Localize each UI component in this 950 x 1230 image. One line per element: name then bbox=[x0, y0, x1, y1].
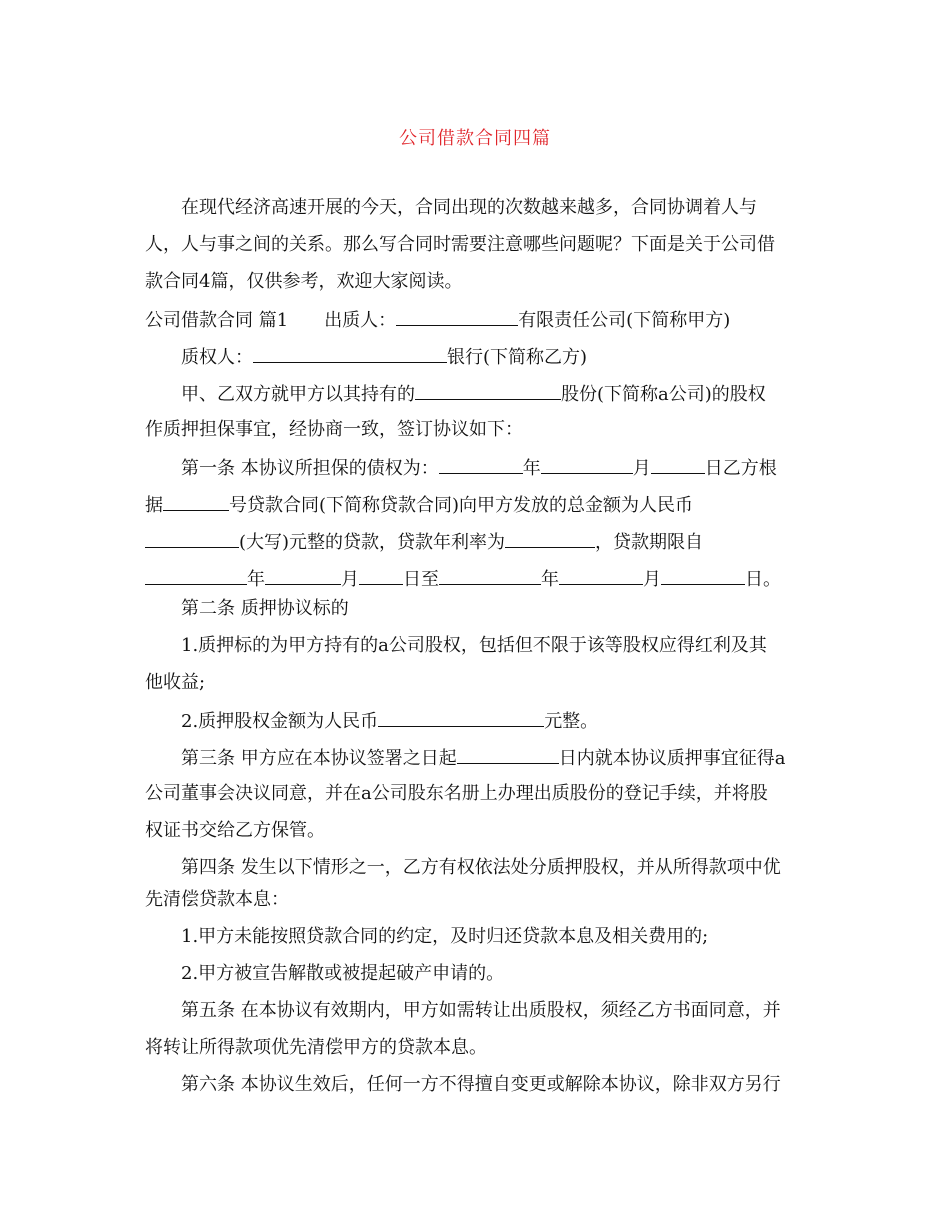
article2-item1-line-2: 他收益; bbox=[145, 672, 206, 693]
contract-heading: 公司借款合同 篇1 bbox=[145, 310, 289, 331]
blank-field bbox=[415, 381, 561, 400]
blank-field bbox=[145, 529, 239, 548]
article6-line-1: 第六条 本协议生效后，任何一方不得擅自变更或解除本协议，除非双方另行 bbox=[181, 1074, 781, 1095]
article3-line-2: 公司董事会决议同意，并在a公司股东名册上办理出质股份的登记手续，并将股 bbox=[145, 783, 768, 804]
pledgee-suffix: 银行(下简称乙方) bbox=[447, 347, 588, 368]
para1-line-2: 作质押担保事宜，经协商一致，签订协议如下： bbox=[145, 419, 523, 440]
blank-field bbox=[396, 307, 518, 326]
blank-field bbox=[457, 745, 559, 764]
blank-field bbox=[265, 566, 341, 585]
article4-line-2: 先清偿贷款本息： bbox=[145, 889, 289, 910]
blank-field bbox=[163, 492, 229, 511]
article4-item2: 2.甲方被宣告解散或被提起破产申请的。 bbox=[181, 963, 505, 984]
para1-line-1 bbox=[181, 381, 861, 407]
text-span: 据 bbox=[145, 495, 163, 516]
blank-field bbox=[439, 566, 541, 585]
blank-field bbox=[505, 529, 595, 548]
text-span: 号贷款合同(下简称贷款合同)向甲方发放的总金额为人民币 bbox=[229, 495, 694, 516]
article5-line-2: 将转让所得款项优先清偿甲方的贷款本息。 bbox=[145, 1037, 487, 1058]
article5-line-1: 第五条 在本协议有效期内，甲方如需转让出质股权，须经乙方书面同意，并 bbox=[181, 1000, 781, 1021]
blank-field bbox=[378, 708, 544, 727]
blank-field bbox=[661, 566, 745, 585]
intro-line-3: 款合同4篇，仅供参考，欢迎大家阅读。 bbox=[145, 271, 463, 292]
pledgee-label: 质权人： bbox=[181, 347, 253, 368]
article2-item1-line-1: 1.质押标的为甲方持有的a公司股权，包括但不限于该等股权应得红利及其 bbox=[181, 635, 767, 656]
document-title: 公司借款合同四篇 bbox=[399, 128, 551, 149]
article2-title: 第二条 质押协议标的 bbox=[181, 598, 349, 619]
text-span: 年 bbox=[541, 569, 559, 590]
article1-line-1 bbox=[181, 455, 861, 481]
text-span: 年 bbox=[522, 458, 541, 479]
article3-line-3: 权证书交给乙方保管。 bbox=[145, 820, 325, 841]
article1-line-3 bbox=[145, 529, 825, 555]
blank-field bbox=[439, 455, 523, 474]
intro-line-1: 在现代经济高速开展的今天，合同出现的次数越来越多，合同协调着人与 bbox=[181, 197, 757, 218]
text-span: 第三条 甲方应在本协议签署之日起 bbox=[181, 748, 457, 769]
pledgor-label: 出质人： bbox=[324, 310, 397, 331]
text-span: 月 bbox=[341, 569, 359, 590]
article1-line-4 bbox=[145, 566, 825, 592]
text-span: 第一条 本协议所担保的债权为： bbox=[181, 458, 439, 479]
text-span: 日至 bbox=[403, 569, 439, 590]
text-span: 月 bbox=[632, 458, 651, 479]
text-span: 日内就本协议质押事宜征得a bbox=[558, 748, 786, 769]
pledgor-suffix: 有限责任公司(下简称甲方) bbox=[518, 310, 731, 331]
text-span: 日乙方根 bbox=[704, 458, 777, 479]
article1-line-2 bbox=[145, 492, 825, 518]
text-span: 2.质押股权金额为人民币 bbox=[181, 711, 379, 732]
text-span: 年 bbox=[247, 569, 265, 590]
text-span: ，贷款期限自 bbox=[595, 532, 704, 553]
text-span: 日。 bbox=[745, 569, 781, 590]
article3-line-1 bbox=[181, 745, 861, 771]
contract-heading-line bbox=[145, 307, 825, 333]
pledgee-line bbox=[181, 344, 861, 370]
article4-item1: 1.甲方未能按照贷款合同的约定，及时归还贷款本息及相关费用的; bbox=[181, 926, 709, 947]
blank-field bbox=[559, 566, 643, 585]
text-span: 月 bbox=[643, 569, 661, 590]
article2-item2 bbox=[181, 708, 861, 734]
text-span: 元整。 bbox=[544, 711, 599, 732]
text-span: (大写)元整的贷款，贷款年利率为 bbox=[239, 532, 506, 553]
blank-field bbox=[253, 344, 447, 363]
blank-field bbox=[359, 566, 403, 585]
article4-line-1: 第四条 发生以下情形之一，乙方有权依法处分质押股权，并从所得款项中优 bbox=[181, 857, 781, 878]
text-span: 股份(下简称a公司)的股权 bbox=[561, 384, 766, 405]
text-span: 甲、乙双方就甲方以其持有的 bbox=[181, 384, 415, 405]
blank-field bbox=[145, 566, 247, 585]
blank-field bbox=[651, 455, 705, 474]
intro-line-2: 人，人与事之间的关系。那么写合同时需要注意哪些问题呢？下面是关于公司借 bbox=[145, 234, 775, 255]
blank-field bbox=[541, 455, 633, 474]
